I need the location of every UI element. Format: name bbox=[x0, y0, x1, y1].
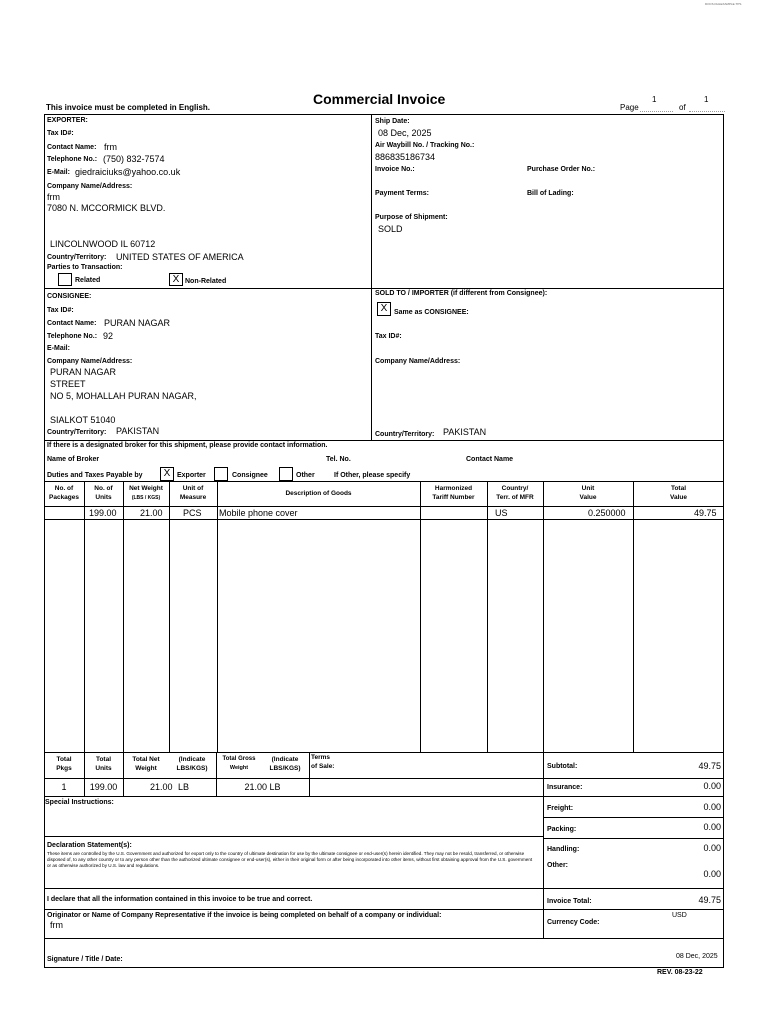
header-description: Description of Goods bbox=[285, 490, 352, 497]
insurance-label: Insurance: bbox=[547, 784, 583, 791]
header-packages: No. of Packages bbox=[49, 485, 79, 501]
exporter-tax-id-label: Tax ID#: bbox=[47, 130, 74, 137]
header-country-mfr: Country/ Terr. of MFR bbox=[496, 485, 534, 501]
header-total-value: Total Value bbox=[670, 485, 687, 501]
exporter-telephone-label: Telephone No.: bbox=[47, 156, 98, 163]
handling-value: 0.00 bbox=[703, 843, 721, 853]
header-unit-value: Unit Value bbox=[579, 485, 597, 501]
waybill-label: Air Waybill No. / Tracking No.: bbox=[375, 142, 475, 149]
top-tiny-text: DOCS.DHLEXAMPLE.TPS bbox=[705, 2, 742, 6]
total-net-header: Total Net Weight bbox=[132, 756, 160, 772]
table-row bbox=[44, 507, 724, 519]
same-as-consignee-label: Same as CONSIGNEE: bbox=[394, 309, 469, 316]
duties-payable-label: Duties and Taxes Payable by bbox=[47, 472, 143, 479]
exporter-email-label: E-Mail: bbox=[47, 169, 70, 176]
special-instructions-label: Special Instructions: bbox=[45, 799, 114, 806]
duties-exporter-checkbox[interactable]: X bbox=[160, 467, 174, 481]
consignee-address-line-1: PURAN NAGAR bbox=[50, 367, 117, 377]
invoice-number-label: Invoice No.: bbox=[375, 166, 415, 173]
total-units-header: Total Units bbox=[95, 756, 112, 772]
total-pkgs-header: Total Pkgs bbox=[56, 756, 72, 772]
freight-value: 0.00 bbox=[703, 802, 721, 812]
handling-label: Handling: bbox=[547, 846, 580, 853]
exporter-address-line-2: 7080 N. MCCORMICK BLVD. bbox=[47, 203, 166, 213]
subtotal-label: Subtotal: bbox=[547, 763, 578, 770]
page-number: 1 bbox=[652, 95, 657, 104]
sold-to-country-label: Country/Territory: bbox=[375, 431, 435, 438]
sold-to-country-value: PAKISTAN bbox=[443, 427, 487, 437]
consignee-company-label: Company Name/Address: bbox=[47, 358, 133, 365]
row-description: Mobile phone cover bbox=[219, 508, 298, 518]
duties-consignee-label: Consignee bbox=[232, 472, 268, 479]
waybill-value: 886835186734 bbox=[375, 152, 436, 162]
ship-date-label: Ship Date: bbox=[375, 118, 410, 125]
header-tariff: Harmonized Tariff Number bbox=[432, 485, 475, 501]
header-unit-measure: Unit of Measure bbox=[179, 485, 207, 501]
consignee-telephone-label: Telephone No.: bbox=[47, 333, 98, 340]
currency-code-value: USD bbox=[672, 912, 687, 919]
certify-statement: I declare that all the information contained in this invoice to be true and correct. bbox=[47, 896, 313, 903]
duties-other-label: Other bbox=[296, 472, 315, 479]
invoice-total-value: 49.75 bbox=[698, 895, 721, 905]
ship-date-value: 08 Dec, 2025 bbox=[378, 128, 432, 138]
consignee-email-label: E-Mail: bbox=[47, 345, 70, 352]
sold-to-company-label: Company Name/Address: bbox=[375, 358, 461, 365]
row-total-value: 49.75 bbox=[694, 508, 717, 518]
exporter-email-value: giedraiciuks@yahoo.co.uk bbox=[75, 167, 181, 177]
packing-label: Packing: bbox=[547, 826, 577, 833]
related-checkbox[interactable] bbox=[58, 273, 72, 286]
page-total: 1 bbox=[704, 95, 709, 104]
exporter-contact-label: Contact Name: bbox=[47, 144, 97, 151]
exporter-address-line-1: frm bbox=[47, 192, 60, 202]
currency-code-label: Currency Code: bbox=[547, 919, 600, 926]
consignee-country-value: PAKISTAN bbox=[116, 426, 160, 436]
page-of-label: of bbox=[679, 103, 686, 112]
header-units: No. of Units bbox=[94, 485, 113, 501]
consignee-contact-label: Contact Name: bbox=[47, 320, 97, 327]
sold-to-label: SOLD TO / IMPORTER (if different from Consignee): bbox=[375, 290, 548, 297]
purpose-value: SOLD bbox=[378, 224, 403, 234]
insurance-value: 0.00 bbox=[703, 781, 721, 791]
broker-notice: If there is a designated broker for this shipment, please provide contact information. bbox=[47, 442, 328, 449]
english-notice: This invoice must be completed in English. bbox=[46, 103, 211, 112]
total-pkgs-value: 1 bbox=[61, 782, 67, 792]
exporter-label: EXPORTER: bbox=[47, 117, 88, 124]
consignee-contact-value: PURAN NAGAR bbox=[104, 318, 171, 328]
exporter-contact-value: frm bbox=[104, 142, 117, 152]
consignee-label: CONSIGNEE: bbox=[47, 293, 92, 300]
purpose-label: Purpose of Shipment: bbox=[375, 214, 448, 221]
row-uom: PCS bbox=[183, 508, 202, 518]
broker-name-label: Name of Broker bbox=[47, 456, 100, 463]
consignee-address-line-3: NO 5, MOHALLAH PURAN NAGAR, bbox=[50, 391, 197, 401]
declaration-text: These items are controlled by the U.S. Government and authorized for export only to the country of ultimate destination for use by the ultimate consignee or end-user(s) herein identified. They may not be resold, transferred, or otherwise disposed of, to any other country or to any person other than the authorized ultimate consignee or end-user(s), either in their original form or after being incorporated into other items, without first obtaining approval from the U.S. government or as otherwise authorized by U.S. law and regulations. bbox=[47, 851, 533, 868]
non-related-checkbox[interactable]: X bbox=[169, 273, 183, 286]
parties-label: Parties to Transaction: bbox=[47, 264, 123, 271]
row-unit-value: 0.250000 bbox=[588, 508, 626, 518]
originator-value: frm bbox=[50, 920, 63, 930]
exporter-company-label: Company Name/Address: bbox=[47, 183, 133, 190]
duties-other-checkbox[interactable] bbox=[279, 467, 293, 481]
freight-label: Freight: bbox=[547, 805, 574, 812]
exporter-country-value: UNITED STATES OF AMERICA bbox=[116, 252, 244, 262]
row-net-weight: 21.00 bbox=[140, 508, 163, 518]
broker-tel-label: Tel. No. bbox=[326, 456, 351, 463]
consignee-city-line: SIALKOT 51040 bbox=[50, 415, 116, 425]
consignee-tax-id-label: Tax ID#: bbox=[47, 307, 74, 314]
total-net-weight-value: 21.00 bbox=[150, 782, 173, 792]
consignee-telephone-value: 92 bbox=[103, 331, 114, 341]
total-gross-weight-value: 21.00 LB bbox=[244, 782, 281, 792]
header-net-weight: Net Weight (LBS / KGS) bbox=[129, 485, 163, 501]
subtotal-value: 49.75 bbox=[698, 761, 721, 771]
total-units-value: 199.00 bbox=[89, 782, 118, 792]
terms-of-sale-label: Terms of Sale: bbox=[311, 754, 335, 770]
po-number-label: Purchase Order No.: bbox=[527, 166, 596, 173]
duties-consignee-checkbox[interactable] bbox=[214, 467, 228, 481]
originator-label: Originator or Name of Company Representative if the invoice is being completed on behalf of a company or individual: bbox=[47, 912, 442, 919]
total-gross-header: Total Gross Weight bbox=[222, 756, 256, 771]
row-country: US bbox=[495, 508, 508, 518]
other-charge-value: 0.00 bbox=[703, 869, 721, 879]
packing-value: 0.00 bbox=[703, 822, 721, 832]
duties-other-note: If Other, please specify bbox=[334, 472, 411, 479]
duties-exporter-label: Exporter bbox=[177, 472, 206, 479]
other-charge-label: Other: bbox=[547, 862, 568, 869]
consignee-country-label: Country/Territory: bbox=[47, 429, 107, 436]
exporter-country-label: Country/Territory: bbox=[47, 254, 107, 261]
same-as-consignee-checkbox[interactable]: X bbox=[377, 302, 391, 316]
invoice-total-label: Invoice Total: bbox=[547, 898, 592, 905]
sold-to-tax-id-label: Tax ID#: bbox=[375, 333, 402, 340]
non-related-label: Non-Related bbox=[185, 278, 227, 285]
bill-of-lading-label: Bill of Lading: bbox=[527, 190, 574, 197]
consignee-address-line-2: STREET bbox=[50, 379, 86, 389]
net-indicate-header: (Indicate LBS/KGS) bbox=[176, 756, 208, 772]
total-net-unit: LB bbox=[178, 782, 190, 792]
declaration-label: Declaration Statement(s): bbox=[47, 842, 132, 849]
revision-label: REV. 08-23-22 bbox=[657, 969, 703, 976]
gross-indicate-header: (Indicate LBS/KGS) bbox=[269, 756, 301, 772]
page-label: Page bbox=[620, 103, 639, 112]
exporter-telephone-value: (750) 832-7574 bbox=[103, 154, 165, 164]
signature-label: Signature / Title / Date: bbox=[47, 956, 123, 963]
broker-contact-label: Contact Name bbox=[466, 456, 514, 463]
exporter-city-line: LINCOLNWOOD IL 60712 bbox=[50, 239, 156, 249]
related-label: Related bbox=[75, 277, 101, 284]
payment-terms-label: Payment Terms: bbox=[375, 190, 429, 197]
signature-date: 08 Dec, 2025 bbox=[676, 953, 718, 960]
row-units: 199.00 bbox=[89, 508, 117, 518]
page-title: Commercial Invoice bbox=[313, 91, 446, 107]
